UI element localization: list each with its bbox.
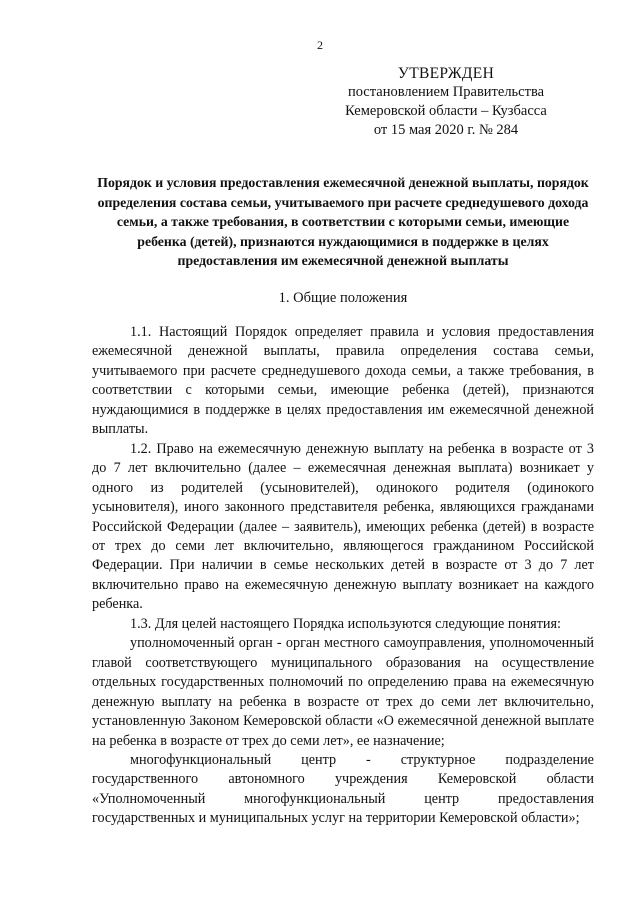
paragraph: 1.1. Настоящий Порядок определяет правила и условия предоставления ежемесячной денежной выплаты, правила определения состава семьи, учитываемого при расчете среднедушевого дохода семьи, а также требования, в соответствии с которыми семьи, имеющие ребенка (детей), признаются нуждающимися в поддержке в целях предоставления им ежемесячной денежной выплаты. (92, 324, 594, 438)
approval-line: от 15 мая 2020 г. № 284 (373, 122, 519, 138)
approval-title: УТВЕРЖДЕН (397, 65, 495, 82)
document-body (92, 323, 594, 829)
paragraph: уполномоченный орган - орган местного самоуправления, уполномоченный главой соответствующего муниципального образования на осуществление отдельных государственных полномочий по определению права на ежемесячную денежную выплату на ребенка в возрасте от трех до семи лет включительно, установленную Законом Кемеровской области «О ежемесячной денежной выплате на ребенка в возрасте от трех до семи лет», ее назначение; (92, 635, 594, 749)
paragraph: 1.2. Право на ежемесячную денежную выплату на ребенка в возрасте от 3 до 7 лет включительно (далее – ежемесячная денежная выплата) возникает у одного из родителей (усыновителей), одинокого родителя (одинокого усыновителя), иного законного представителя ребенка, являющихся гражданами Российской Федерации (далее – заявитель), имеющих ребенка (детей) в возрасте от трех до семи лет включительно, являющегося гражданином Российской Федерации. При наличии в семье нескольких детей в возрасте от 3 до 7 лет включительно право на ежемесячную денежную выплату возникает на каждого ребенка. (92, 440, 594, 613)
paragraph: многофункциональный центр - структурное подразделение государственного автономного учреждения Кемеровской области «Уполномоченный многофункциональный центр предоставления государственных и муниципальных услуг на территории Кемеровской области»; (92, 751, 594, 827)
approval-line: постановлением Правительства (347, 84, 545, 100)
section-heading: 1. Общие положения (278, 290, 408, 306)
approval-stamp (330, 64, 562, 140)
document-title: Порядок и условия предоставления ежемесячной денежной выплаты, порядок определения состава семьи, учитываемого при расчете среднедушевого дохода семьи, а также требования, в соответствии с которыми семьи, имеющие ребенка (детей), признаются нуждающимися в поддержке в целях предоставления им ежемесячной денежной выплаты (97, 175, 589, 268)
page-number: 2 (317, 38, 323, 52)
approval-line: Кемеровской области – Кузбасса (345, 103, 547, 119)
paragraph: 1.3. Для целей настоящего Порядка используются следующие понятия: (130, 615, 561, 632)
